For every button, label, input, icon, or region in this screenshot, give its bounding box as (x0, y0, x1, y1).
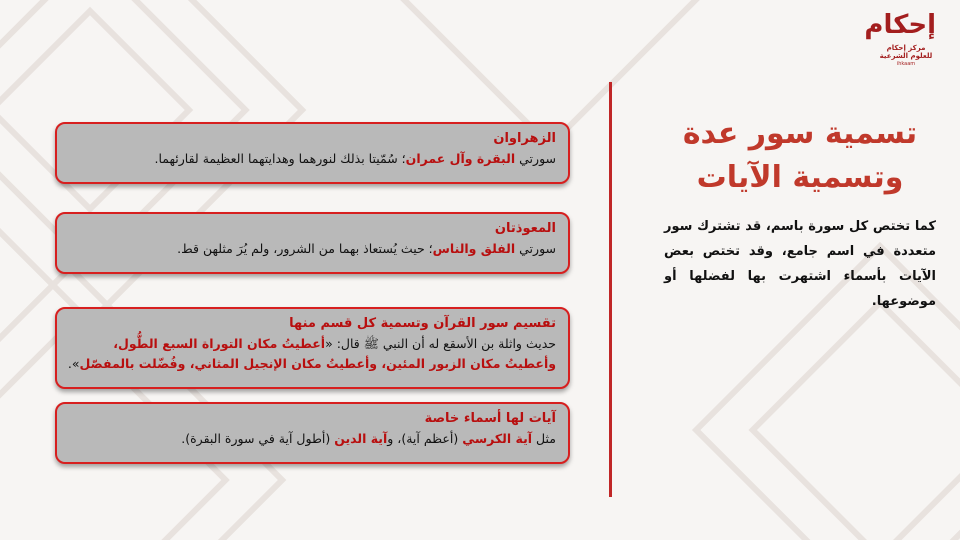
highlight: آية الدين (334, 431, 388, 446)
logo-subtitle: مركز إحكام للعلوم الشرعية (879, 44, 933, 60)
card-text: سورتي الفلق والناس؛ حيث يُستعاذ بهما من الشرور، ولم يُرَ مثلهن قط. (177, 241, 556, 256)
card-muawwidhatan (55, 212, 570, 274)
highlight: البقرة وآل عمران (405, 151, 516, 166)
highlight: أعطيتُ مكان التوراة السبع الطُّول، وأعطيتُ مكان الزبور المئين، وأعطيتُ مكان الإنجيل المثاني، وفُضّلت بالمفصّل (79, 336, 556, 371)
logo-mark: إحكام (864, 10, 936, 40)
intro-paragraph: كما تختص كل سورة باسم، قد تشترك سور متعددة في اسم جامع، وقد تختص بعض الآيات بأسماء اشتهرت بها لفضلها أو موضوعها. (664, 219, 936, 309)
card-title: الزهراوان (493, 131, 556, 146)
card-title: تقسيم سور القرآن وتسمية كل قسم منها (289, 316, 556, 331)
highlight: الفلق والناس (432, 241, 516, 256)
ihkam-logo (864, 8, 936, 68)
highlight: آية الكرسي (462, 431, 533, 446)
card-title: آيات لها أسماء خاصة (424, 411, 556, 426)
card-text: سورتي البقرة وآل عمران؛ سُمّيتا بذلك لنورهما وهدايتهما العظيمة لقارئهما. (154, 151, 556, 166)
card-text: حديث واثلة بن الأسقع له أن النبي ﷺ قال: «أعطيتُ مكان التوراة السبع الطُّول، وأعطيتُ مكان الزبور المئين، وأعطيتُ مكان الإنجيل المثاني، وفُضّلت بالمفصّل». (67, 336, 556, 371)
title-line-1: تسمية سور عدة (682, 116, 918, 151)
card-text: مثل آية الكرسي (أعظم آية)، وآية الدين (أطول آية في سورة البقرة). (181, 431, 556, 446)
card-title: المعوذتان (494, 221, 556, 236)
slide-title (660, 112, 940, 200)
card-special-verses (55, 402, 570, 464)
card-quran-divisions (55, 307, 570, 389)
vertical-divider (609, 82, 612, 497)
title-line-2: وتسمية الآيات (696, 160, 904, 195)
card-zahrawan (55, 122, 570, 184)
logo-tagline: ihkaam (896, 61, 916, 67)
